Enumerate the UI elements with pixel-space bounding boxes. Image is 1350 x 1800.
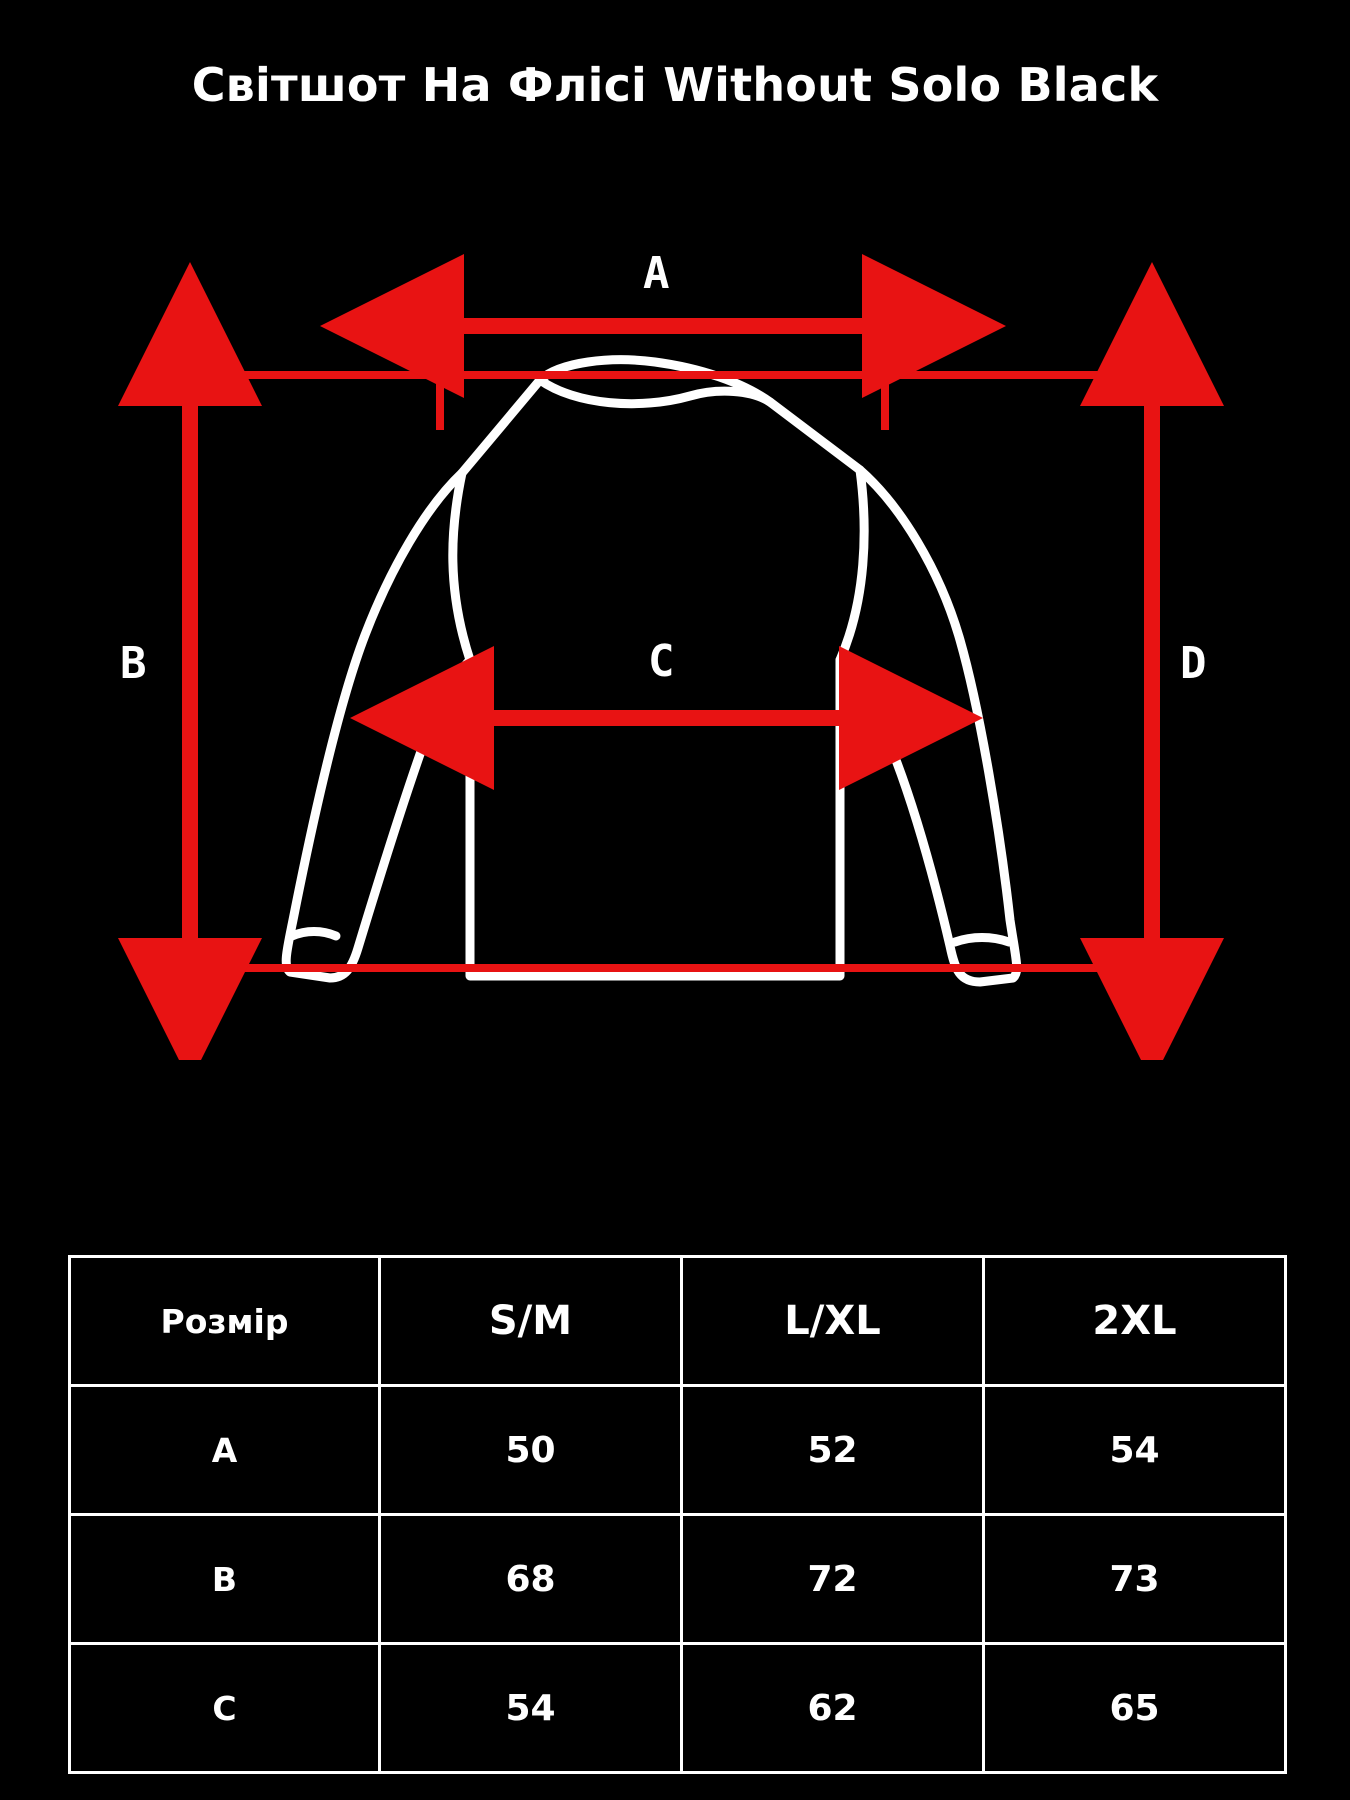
page-title: Світшот На Фліcі Without Solo Black [191,58,1159,112]
dimension-label-d: D [1180,638,1208,689]
table-header-size: Розмір [70,1257,380,1386]
table-header-row [70,1257,1286,1386]
table-header-sm: S/M [380,1257,682,1386]
cell-a-lxl: 52 [682,1386,984,1515]
table-header-lxl: L/XL [682,1257,984,1386]
row-label-a: A [70,1386,380,1515]
table-row [70,1644,1286,1773]
row-label-b: B [70,1515,380,1644]
row-label-c: C [70,1644,380,1773]
cell-a-2xl: 54 [984,1386,1286,1515]
cell-b-2xl: 73 [984,1515,1286,1644]
cell-c-sm: 54 [380,1644,682,1773]
cell-c-2xl: 65 [984,1644,1286,1773]
cell-b-lxl: 72 [682,1515,984,1644]
measurement-diagram [0,230,1350,1060]
table-row [70,1386,1286,1515]
cell-b-sm: 68 [380,1515,682,1644]
size-table [68,1255,1287,1774]
dimension-label-a: A [643,248,671,299]
cell-c-lxl: 62 [682,1644,984,1773]
cell-a-sm: 50 [380,1386,682,1515]
dimension-label-c: C [648,636,676,687]
table-row [70,1515,1286,1644]
dimension-label-b: B [120,638,148,689]
table-header-2xl: 2XL [984,1257,1286,1386]
